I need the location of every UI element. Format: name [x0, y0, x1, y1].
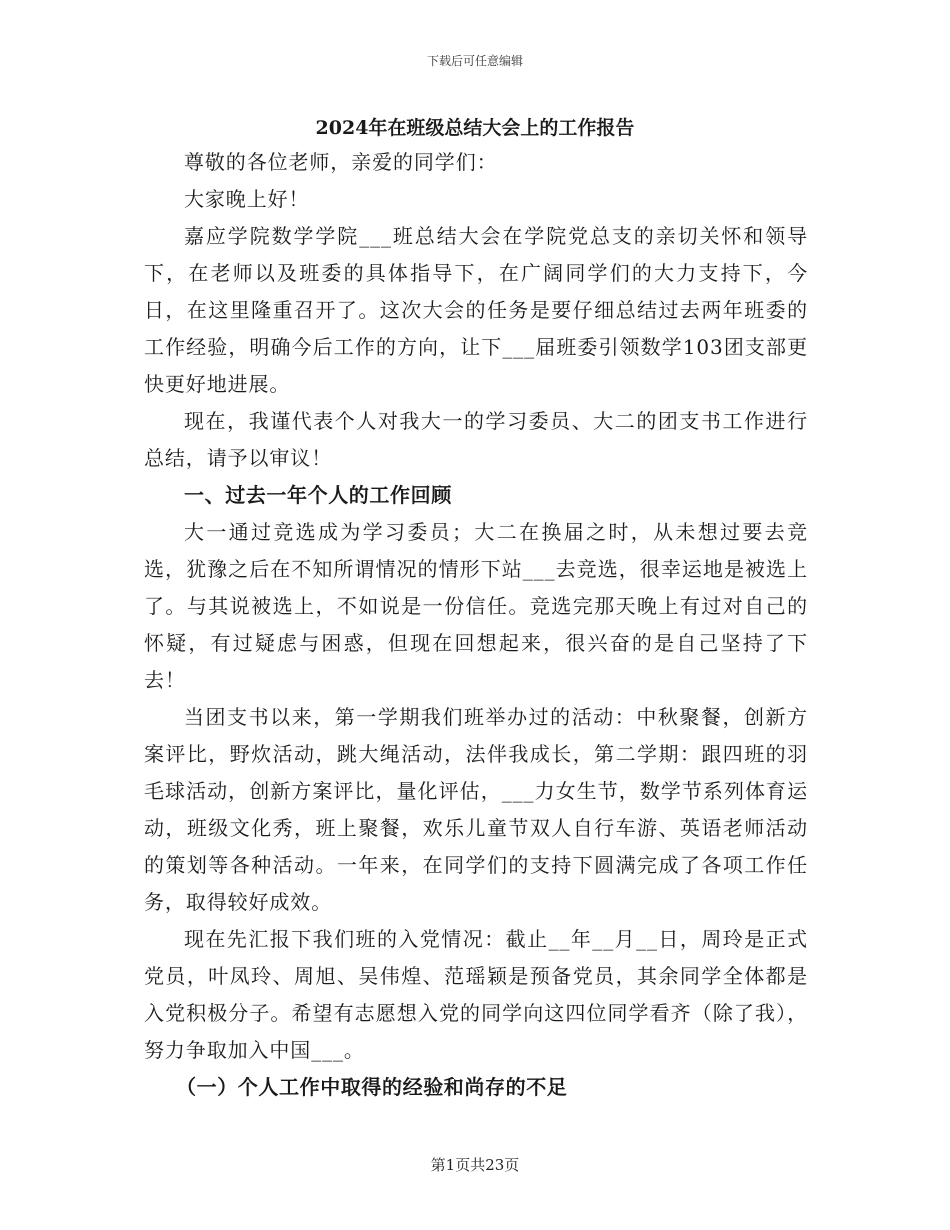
intro-paragraph: 嘉应学院数学学院___班总结大会在学院党总支的亲切关怀和领导下，在老师以及班委的具体指导下，在广阔同学们的大力支持下，今日，在这里隆重召开了。这次大会的任务是要仔细总结过去两年班委的工作经验，明确今后工作的方向，让下___届班委引领数学103团支部更快更好地进展。: [144, 224, 808, 396]
section1-paragraph-3: 现在先汇报下我们班的入党情况：截止__年__月__日，周玲是正式党员，叶凤玲、周旭、吴伟煌、范瑶颖是预备党员，其余同学全体都是入党积极分子。希望有志愿想入党的同学向这四位同学看齐（除了我），努力争取加入中国___。: [144, 927, 808, 1062]
subsection-heading-1: （一）个人工作中取得的经验和尚存的不足: [176, 1075, 568, 1099]
document-title: 2024年在班级总结大会上的工作报告: [315, 117, 635, 139]
section-heading-1: 一、过去一年个人的工作回顾: [184, 483, 452, 507]
page-number-footer: 第1页共23页: [430, 1156, 520, 1174]
document-body: [144, 144, 808, 1106]
summary-paragraph: 现在，我谨代表个人对我大一的学习委员、大二的团支书工作进行总结，请予以审议！: [144, 409, 808, 470]
section1-paragraph-1: 大一通过竞选成为学习委员；大二在换届之时，从未想过要去竞选，犹豫之后在不知所谓情况的情形下站___去竞选，很幸运地是被选上了。与其说被选上，不如说是一份信任。竞选完那天晚上有过对自己的怀疑，有过疑虑与困惑，但现在回想起来，很兴奋的是自己坚持了下去！: [144, 520, 808, 692]
header-note: 下载后可任意编辑: [426, 54, 523, 68]
greeting: 大家晚上好！: [184, 187, 310, 211]
salutation: 尊敬的各位老师，亲爱的同学们：: [184, 150, 498, 174]
section1-paragraph-2: 当团支书以来，第一学期我们班举办过的活动：中秋聚餐，创新方案评比，野炊活动，跳大绳活动，法伴我成长，第二学期：跟四班的羽毛球活动，创新方案评比，量化评估，___力女生节，数学节系列体育运动，班级文化秀，班上聚餐，欢乐儿童节双人自行车游、英语老师活动的策划等各种活动。一年来，在同学们的支持下圆满完成了各项工作任务，取得较好成效。: [144, 705, 808, 914]
